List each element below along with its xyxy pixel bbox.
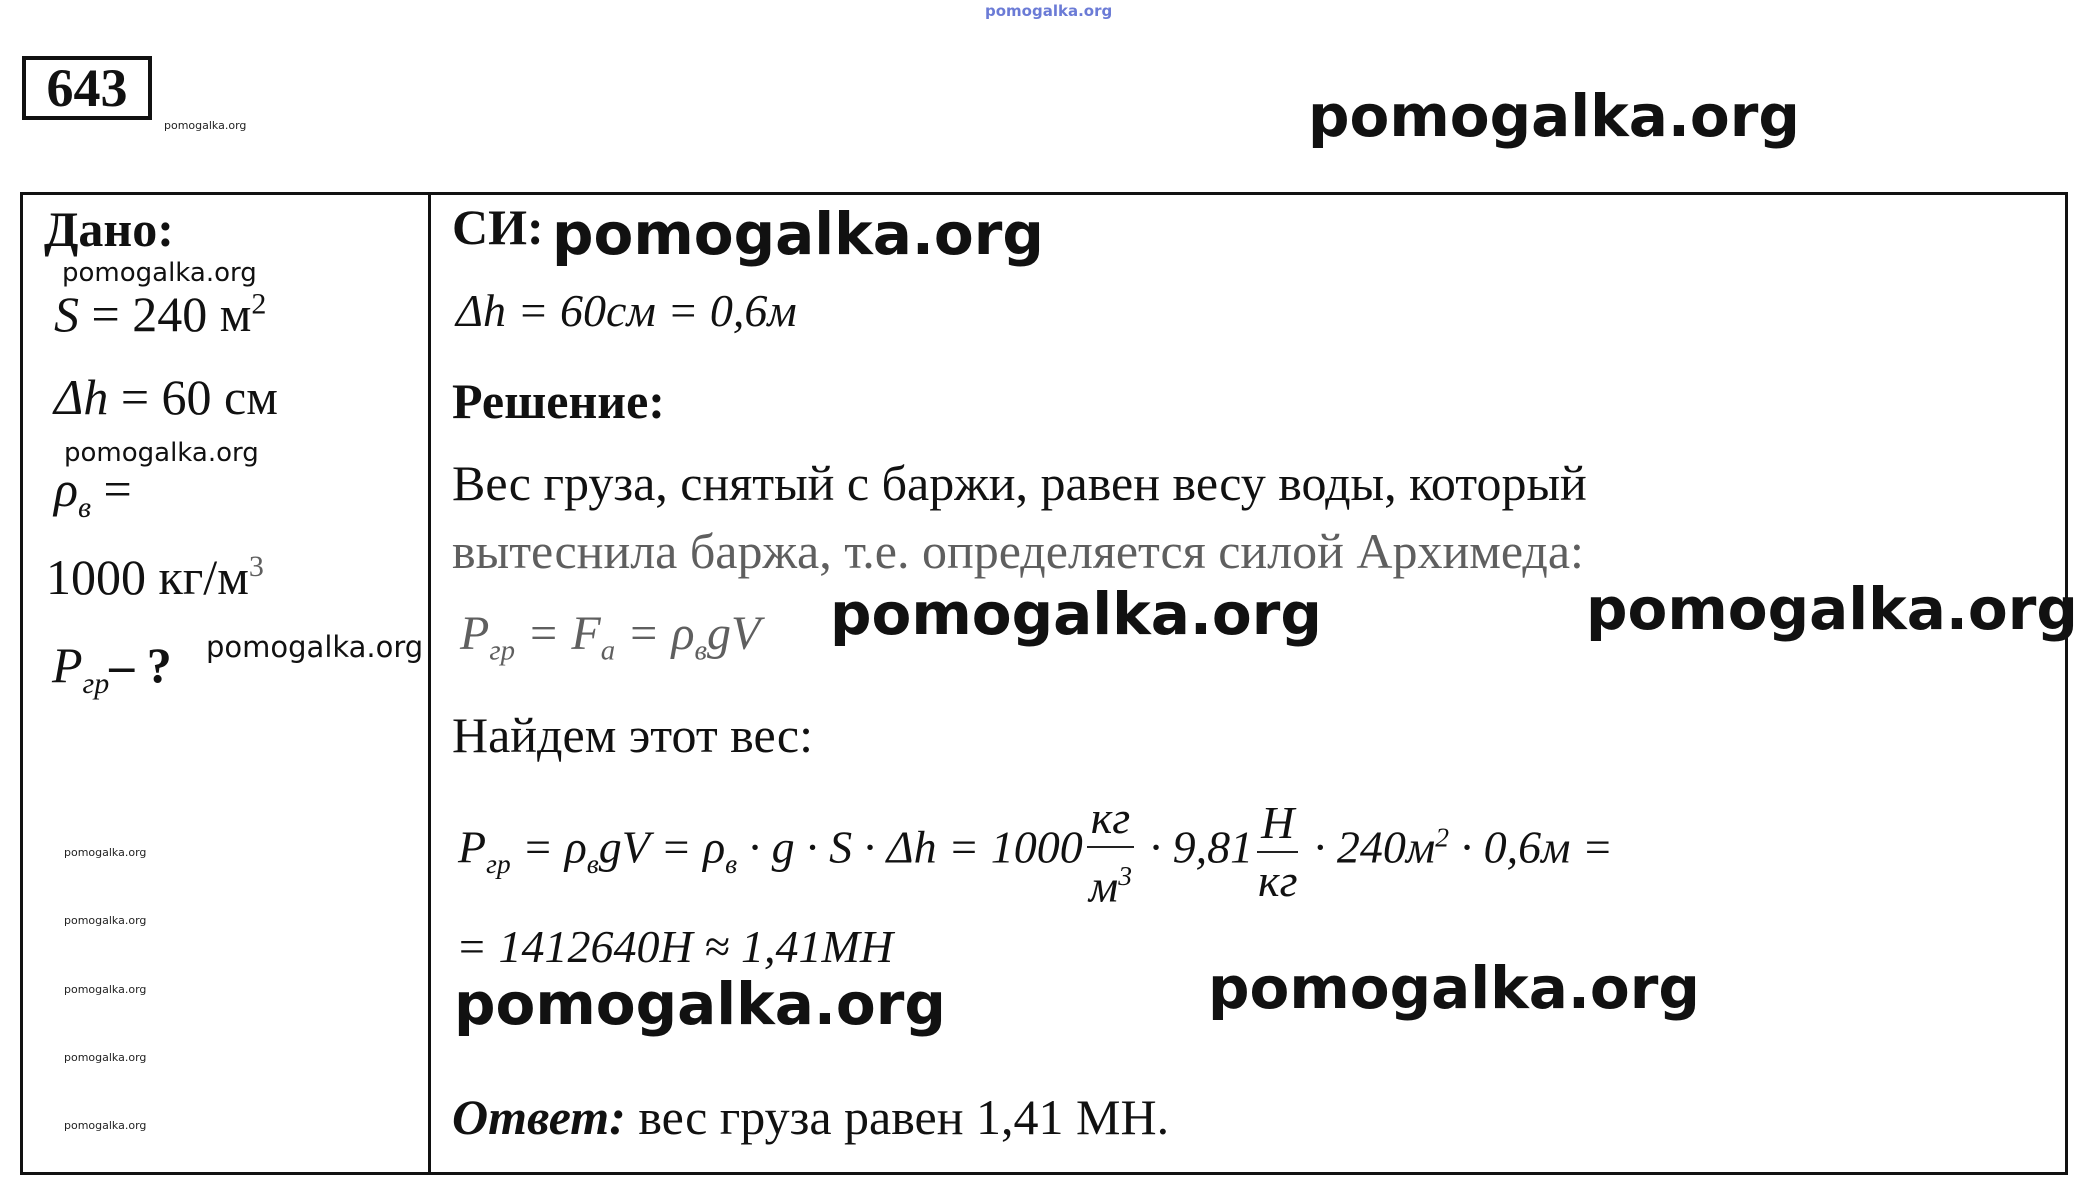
watermark-given-3: pomogalka.org	[206, 630, 424, 664]
given-water-density: $\rho_в$ =	[54, 461, 132, 524]
watermark-tiny-3: pomogalka.org	[64, 983, 147, 996]
watermark-given-2: pomogalka.org	[64, 438, 259, 468]
solution-table-frame	[20, 192, 2068, 1175]
watermark-given-1: pomogalka.org	[62, 258, 257, 288]
watermark-tiny-5: pomogalka.org	[64, 1119, 147, 1132]
column-divider	[428, 192, 431, 1175]
given-density-value: 1000 $кг/м^3$	[46, 549, 264, 605]
watermark-bottom-1: pomogalka.org	[454, 970, 946, 1038]
given-height-change: Δh = 60 см	[54, 369, 278, 425]
si-conversion: Δh = 60см = 0,6м	[456, 285, 797, 336]
watermark-tiny-2: pomogalka.org	[64, 914, 147, 927]
header-watermark: pomogalka.org	[1308, 82, 1800, 150]
fraction-n-per-kg: $\frac{Н}{кг}$	[1258, 797, 1298, 907]
weight-result: = 1412640Н ≈ 1,41МН	[456, 921, 894, 972]
solution-text-line-1: Вес груза, снятый с баржи, равен весу воды, который	[452, 455, 1587, 511]
si-title: СИ:	[452, 199, 544, 255]
archimedes-formula: $P_{гр} = F_a = \rho_вgV$	[460, 607, 761, 667]
weight-calculation: $P_{гр} = \rho_вgV = \rho_в \cdot g \cdot S \cdot \Delta h = 1000$ $\frac{кг}{м^3}$ · 9,81 $\frac{Н}{кг}$ · $240м^2 \cdot 0,6м$ =	[458, 790, 1613, 914]
given-title: Дано:	[44, 201, 174, 257]
given-unknown-weight: $P_{гр}-$ ?	[52, 637, 172, 700]
watermark-si: pomogalka.org	[552, 200, 1044, 268]
watermark-tiny-4: pomogalka.org	[64, 1051, 147, 1064]
top-watermark-link[interactable]: pomogalka.org	[985, 2, 1113, 20]
solution-title: Решение:	[452, 373, 665, 429]
watermark-middle-2: pomogalka.org	[1586, 575, 2078, 643]
problem-number-box: 643	[22, 56, 152, 120]
solution-text-line-2: вытеснила баржа, т.е. определяется силой Архимеда:	[452, 523, 1584, 579]
find-weight-text: Найдем этот вес:	[452, 707, 814, 763]
fraction-kg-per-m3: $\frac{кг}{м^3}$	[1087, 790, 1134, 914]
small-watermark: pomogalka.org	[164, 119, 247, 132]
watermark-middle-1: pomogalka.org	[830, 580, 1322, 648]
watermark-tiny-1: pomogalka.org	[64, 846, 147, 859]
answer-line: Ответ: вес груза равен 1,41 МН.	[452, 1089, 1170, 1145]
given-area: S = 240 $м^2$	[54, 286, 267, 342]
watermark-bottom-2: pomogalka.org	[1208, 954, 1700, 1022]
